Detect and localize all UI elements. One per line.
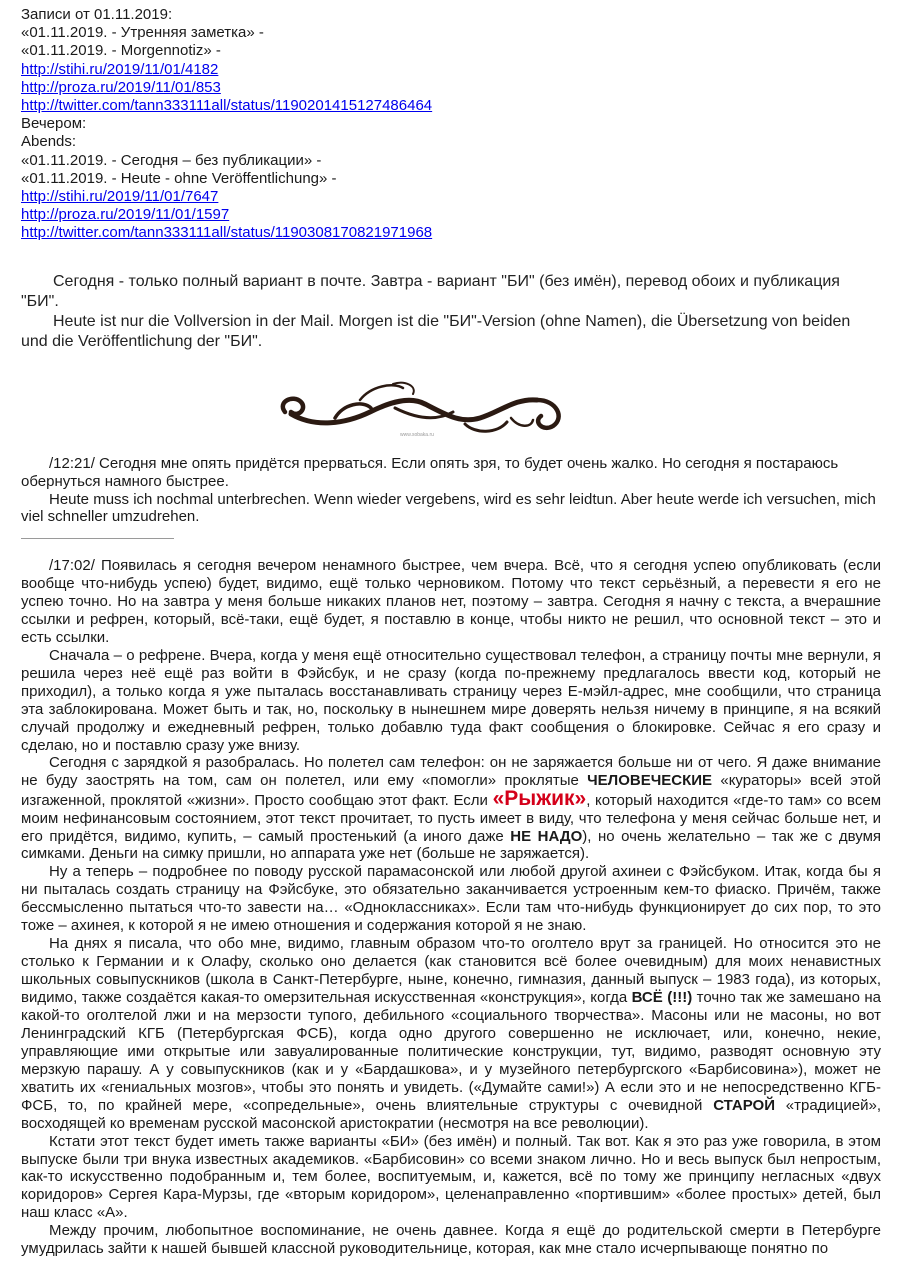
paragraph-5-emphasis-a: ВСЁ (!!!): [631, 988, 693, 1006]
morning-title-de: «01.11.2019. - Morgennotiz» -: [21, 42, 221, 60]
section-divider: [21, 538, 174, 539]
morning-link-proza[interactable]: http://proza.ru/2019/11/01/853: [21, 78, 221, 96]
paragraph-7: Между прочим, любопытное воспоминание, не очень давнее. Когда я ещё до родительской смерти в Петербурге умудрилась зайти к нашей бывшей классной руководительнице, которая, как мне стало исчерпывающе понятно по: [21, 1222, 881, 1258]
header-title: Записи от 01.11.2019:: [21, 6, 173, 23]
paragraph-3-emphasis-b: НЕ НАДО: [510, 827, 583, 845]
morning-link-stihi[interactable]: http://stihi.ru/2019/11/01/4182: [21, 60, 219, 78]
noon-entry-ru: /12:21/ Сегодня мне опять придётся прерваться. Если опять зря, то будет очень жалко. Но сегодня я постараюсь обернуться намного быстрее.: [21, 455, 839, 490]
paragraph-1: /17:02/ Появилась я сегодня вечером ненамного быстрее, чем вчера. Всё, что я сегодня успею опубликовать (если вообще что-нибудь успею) будет, видимо, ещё только черновиком. Потому что текст серьёзный, а перевести я его не успею точно. Но на завтра у меня больше никаких планов нет, поэтому – завтра. Сегодня я начну с текста, а вчерашние ссылки и рефрен, который, всё-таки, ещё будет, я поставлю в конце, чтобы никто не решил, что основной текст – это и есть ссылки.: [21, 557, 881, 646]
paragraph-6: Кстати этот текст будет иметь также варианты «БИ» (без имён) и полный. Так вот. Как я это раз уже говорила, в этом выпуске были три внука известных академиков. «Барбисовин» со всеми знаком лично. Но и весь выпуск был непростым, как-то искусственно подобранным и, тем более, воспитуемым, и, кажется, всё по тому же принципу негласных «двух коридоров» Сергея Кара-Мурзы, где «вторым коридором», целенаправленно «портившим» «более простых» детей, был наш класс «А».: [21, 1132, 881, 1222]
paragraph-5-text-a: На днях я писала, что обо мне, видимо, главным образом что-то оголтело врут за границей. Но относится это не столько к Германии и к Олафу, сколько оно делается (как становится всё более очевидным) для моих ненавистных школьных совыпускников (школа в Санкт-Петербурге, ныне, конечно, гимназия, данный выпуск – 1983 года), из которых, видимо, также создаётся какая-то омерзительная искусственная «конструкция», когда: [21, 935, 881, 1006]
paragraph-3-text-a: Сегодня с зарядкой я разобралась. Но полетел сам телефон: он не заряжается больше ни от чего. Я даже внимание не буду заострять на том, сам он полетел, или ему «помогли» проклятые: [21, 754, 881, 790]
evening-link-twitter[interactable]: http://twitter.com/tann333111all/status/1190308170821971968: [21, 224, 433, 242]
ornament-caption: www.sobaka.ru: [400, 432, 434, 438]
paragraph-3-text-d: ), но очень желательно – так же с двумя симками. Деньги на симку пришли, но аппарата уже нет (больше не заряжается).: [21, 827, 882, 863]
paragraph-3-text-c: , который находится «где-то там» со всем моим нефинансовым состоянием, этот текст прочитает, то пусть имеет в виду, что телефона у меня сейчас больше нет, и его придётся, видимо, купить, – самый простенький (а иного даже: [21, 792, 882, 845]
morning-title-ru: «01.11.2019. - Утренняя заметка» -: [21, 24, 264, 42]
intro-ru: Сегодня - только полный вариант в почте. Завтра - вариант "БИ" (без имён), перевод обоих и публикация "БИ".: [21, 273, 840, 310]
paragraph-5-emphasis-b: СТАРОЙ: [713, 1096, 775, 1114]
intro-de: Heute ist nur die Vollversion in der Mail. Morgen ist die "БИ"-Version (ohne Namen), die Übersetzung von beiden und die Veröffentlichung der "БИ".: [21, 313, 851, 350]
evening-link-stihi[interactable]: http://stihi.ru/2019/11/01/7647: [21, 188, 219, 206]
evening-title-de: «01.11.2019. - Heute - ohne Veröffentlichung» -: [21, 169, 337, 187]
paragraph-2: Сначала – о рефрене. Вчера, когда у меня ещё относительно существовал телефон, а страницу почты мне вернули, я решила через неё ещё раз войти в Фэйсбук, и не сразу (когда по-прежнему предлагалось ввести код, который не приходил), а только когда я уже пыталась восстанавливать страницу через Е-мэйл-адрес, мне сообщили, что страница эта заблокирована. Может быть и так, но, поскольку в нынешнем мире доверять нельзя ничему в принципе, я на всякий случай продолжу и ежедневный рефрен, только добавлю туда факт сообщения о блокировке. Сейчас я его сразу и сделаю, но и поставлю сразу уже внизу.: [21, 646, 881, 754]
entries-header: [21, 6, 881, 243]
ornament-swirl-icon: [275, 378, 570, 442]
morning-link-twitter[interactable]: http://twitter.com/tann333111all/status/1190201415127486464: [21, 97, 433, 115]
evening-label-ru: Вечером:: [21, 115, 87, 133]
evening-link-proza[interactable]: http://proza.ru/2019/11/01/1597: [21, 206, 230, 224]
ornament-divider: [275, 378, 570, 442]
evening-label-de: Abends:: [21, 133, 77, 151]
paragraph-5: [21, 935, 881, 1132]
paragraph-3-text-b: «кураторы» всей этой изгаженной, проклятой «жизни». Просто сообщаю этот факт. Если: [21, 772, 881, 810]
ryzhik-highlight: «Рыжик»: [492, 787, 587, 811]
evening-title-ru: «01.11.2019. - Сегодня – без публикации» -: [21, 151, 322, 169]
paragraph-5-text-c: «традицией», восходящей ко временам русской масонской аристократии (несмотря на все революции).: [21, 1096, 881, 1132]
paragraph-3: [21, 754, 881, 863]
noon-entry: [21, 455, 881, 526]
evening-entry: [21, 557, 881, 1258]
noon-entry-de: Heute muss ich nochmal unterbrechen. Wenn wieder vergebens, wird es sehr leidtun. Aber heute werde ich versuchen, mich viel schneller umzudrehen.: [21, 490, 876, 526]
paragraph-3-emphasis-a: ЧЕЛОВЕЧЕСКИЕ: [587, 772, 713, 790]
intro-block: [21, 272, 879, 351]
paragraph-4: Ну а теперь – подробнее по поводу русской парамасонской или любой другой ахинеи с Фэйсбуком. Итак, когда бы я ни пыталась создать страницу на Фэйсбуке, это обязательно заканчивается устроенным кем-то фиаско. Причём, также бессмысленно пытаться что-то завести на… «Одноклассниках». Если там что-нибудь функционирует до сих пор, то это тоже – ахинея, к которой я не имею отношения и содержания которой я не знаю.: [21, 863, 881, 935]
paragraph-5-text-b: точно так же замешано на какой-то оголтелой лжи и на мерзости тупого, дебильного «социального творчества». Масоны или не масоны, но вот Ленинградский КГБ (Петербургская ФСБ), когда одно другого совершенно не исключает, или, конечно, некие, управляющие ими открытые или завуалированные политические конструкции, тут, видимо, разводят основную эту мерзкую парашу. А у совыпускников (как и у «Бардашкова», и у музейного петербургского «Барбисовина»), может не хватить их «гениальных мозгов», чтобы это понять и увидеть. («Думайте сами!») А если это и не непосредственно КГБ-ФСБ, то, по крайней мере, «сопредельные», очень влиятельные структуры с очевидной: [21, 988, 881, 1114]
